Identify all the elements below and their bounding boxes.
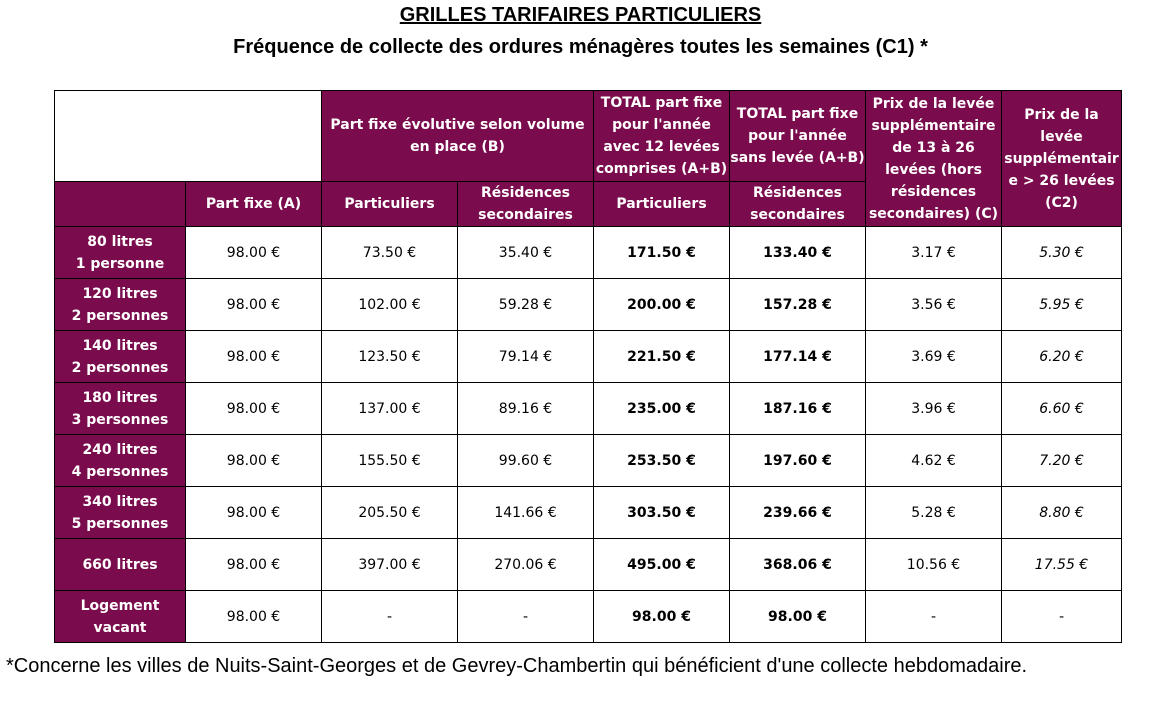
header-particuliers: Particuliers <box>322 182 458 227</box>
row-label-line1: 240 litres <box>82 441 158 458</box>
row-label <box>55 383 186 435</box>
cell-b-particuliers: 102.00 € <box>322 279 458 331</box>
header-total-12-levees: TOTAL part fixe pour l'année avec 12 levées comprises (A+B) <box>594 91 730 182</box>
cell-b-particuliers: 123.50 € <box>322 331 458 383</box>
header-residences-secondaires: Résidences secondaires <box>458 182 594 227</box>
cell-b-particuliers: 155.50 € <box>322 435 458 487</box>
cell-total-particuliers: 98.00 € <box>594 591 730 643</box>
row-label-line2: 2 personnes <box>71 307 169 324</box>
row-label <box>55 435 186 487</box>
table-row <box>55 331 1122 383</box>
table-row <box>55 487 1122 539</box>
header-part-fixe-evolutive: Part fixe évolutive selon volume en place (B) <box>322 91 594 182</box>
row-label-line2: 5 personnes <box>71 515 169 532</box>
footnote: *Concerne les villes de Nuits-Saint-Georges et de Gevrey-Chambertin qui bénéficient d'une collecte hebdomadaire. <box>6 655 1028 677</box>
cell-total-particuliers: 171.50 € <box>594 227 730 279</box>
cell-total-residences: 98.00 € <box>730 591 866 643</box>
row-label-line1: 660 litres <box>82 556 158 573</box>
cell-part-fixe-a: 98.00 € <box>186 331 322 383</box>
cell-part-fixe-a: 98.00 € <box>186 227 322 279</box>
cell-b-particuliers: 137.00 € <box>322 383 458 435</box>
cell-total-residences: 239.66 € <box>730 487 866 539</box>
cell-total-particuliers: 200.00 € <box>594 279 730 331</box>
table-row <box>55 591 1122 643</box>
row-label-line1: 140 litres <box>82 337 158 354</box>
cell-levee-c: 10.56 € <box>866 539 1002 591</box>
table-row <box>55 227 1122 279</box>
cell-total-particuliers: 221.50 € <box>594 331 730 383</box>
cell-total-residences: 157.28 € <box>730 279 866 331</box>
row-label-line2: 4 personnes <box>71 463 169 480</box>
header-empty-cell <box>55 91 322 182</box>
cell-levee-c: 3.96 € <box>866 383 1002 435</box>
cell-part-fixe-a: 98.00 € <box>186 539 322 591</box>
table-row <box>55 539 1122 591</box>
row-label <box>55 331 186 383</box>
cell-levee-c2: 5.95 € <box>1002 279 1122 331</box>
row-label <box>55 539 186 591</box>
page-title: GRILLES TARIFAIRES PARTICULIERS <box>399 4 762 26</box>
cell-total-residences: 133.40 € <box>730 227 866 279</box>
table-row <box>55 435 1122 487</box>
cell-levee-c: 3.17 € <box>866 227 1002 279</box>
row-label <box>55 279 186 331</box>
cell-levee-c2: - <box>1002 591 1122 643</box>
row-label-line1: Logement <box>80 597 160 614</box>
cell-levee-c: 3.69 € <box>866 331 1002 383</box>
header-total-sans-levee: TOTAL part fixe pour l'année sans levée (A+B) <box>730 91 866 182</box>
row-label-line1: 120 litres <box>82 285 158 302</box>
cell-b-residences: 99.60 € <box>458 435 594 487</box>
cell-b-particuliers: 73.50 € <box>322 227 458 279</box>
cell-total-residences: 177.14 € <box>730 331 866 383</box>
cell-levee-c2: 6.60 € <box>1002 383 1122 435</box>
cell-total-particuliers: 235.00 € <box>594 383 730 435</box>
cell-levee-c: 5.28 € <box>866 487 1002 539</box>
table-row <box>55 279 1122 331</box>
cell-part-fixe-a: 98.00 € <box>186 487 322 539</box>
cell-total-particuliers: 495.00 € <box>594 539 730 591</box>
page-subtitle: Fréquence de collecte des ordures ménagères toutes les semaines (C1) * <box>233 36 928 58</box>
tariff-table <box>54 90 1122 643</box>
cell-levee-c2: 17.55 € <box>1002 539 1122 591</box>
cell-levee-c: - <box>866 591 1002 643</box>
header-row-top <box>55 91 1122 182</box>
cell-levee-c2: 5.30 € <box>1002 227 1122 279</box>
cell-levee-c2: 6.20 € <box>1002 331 1122 383</box>
row-label <box>55 591 186 643</box>
row-label-line2: 3 personnes <box>71 411 169 428</box>
cell-total-residences: 197.60 € <box>730 435 866 487</box>
cell-b-residences: 59.28 € <box>458 279 594 331</box>
cell-b-residences: 270.06 € <box>458 539 594 591</box>
table-body <box>55 227 1122 643</box>
cell-total-residences: 368.06 € <box>730 539 866 591</box>
header-part-fixe-a: Part fixe (A) <box>186 182 322 227</box>
cell-total-particuliers: 303.50 € <box>594 487 730 539</box>
cell-levee-c: 3.56 € <box>866 279 1002 331</box>
header-levee-c2: Prix de la levée supplémentair e > 26 levées (C2) <box>1002 91 1122 227</box>
cell-b-particuliers: - <box>322 591 458 643</box>
cell-b-particuliers: 397.00 € <box>322 539 458 591</box>
row-label-line2: 1 personne <box>75 255 165 272</box>
cell-b-residences: 35.40 € <box>458 227 594 279</box>
row-label <box>55 487 186 539</box>
cell-levee-c: 4.62 € <box>866 435 1002 487</box>
row-label-line1: 80 litres <box>87 233 153 250</box>
cell-b-residences: - <box>458 591 594 643</box>
row-label-line1: 180 litres <box>82 389 158 406</box>
row-label-line2: vacant <box>93 619 147 636</box>
cell-levee-c2: 8.80 € <box>1002 487 1122 539</box>
cell-b-particuliers: 205.50 € <box>322 487 458 539</box>
header-levee-c: Prix de la levée supplémentaire de 13 à 26 levées (hors résidences secondaires) (C) <box>866 91 1002 227</box>
header-row-label-cell <box>55 182 186 227</box>
cell-b-residences: 89.16 € <box>458 383 594 435</box>
cell-part-fixe-a: 98.00 € <box>186 591 322 643</box>
row-label <box>55 227 186 279</box>
table-row <box>55 383 1122 435</box>
cell-part-fixe-a: 98.00 € <box>186 383 322 435</box>
cell-b-residences: 141.66 € <box>458 487 594 539</box>
cell-total-particuliers: 253.50 € <box>594 435 730 487</box>
row-label-line1: 340 litres <box>82 493 158 510</box>
cell-total-residences: 187.16 € <box>730 383 866 435</box>
row-label-line2: 2 personnes <box>71 359 169 376</box>
cell-part-fixe-a: 98.00 € <box>186 279 322 331</box>
header-total-particuliers: Particuliers <box>594 182 730 227</box>
cell-part-fixe-a: 98.00 € <box>186 435 322 487</box>
cell-levee-c2: 7.20 € <box>1002 435 1122 487</box>
header-total-residences: Résidences secondaires <box>730 182 866 227</box>
cell-b-residences: 79.14 € <box>458 331 594 383</box>
